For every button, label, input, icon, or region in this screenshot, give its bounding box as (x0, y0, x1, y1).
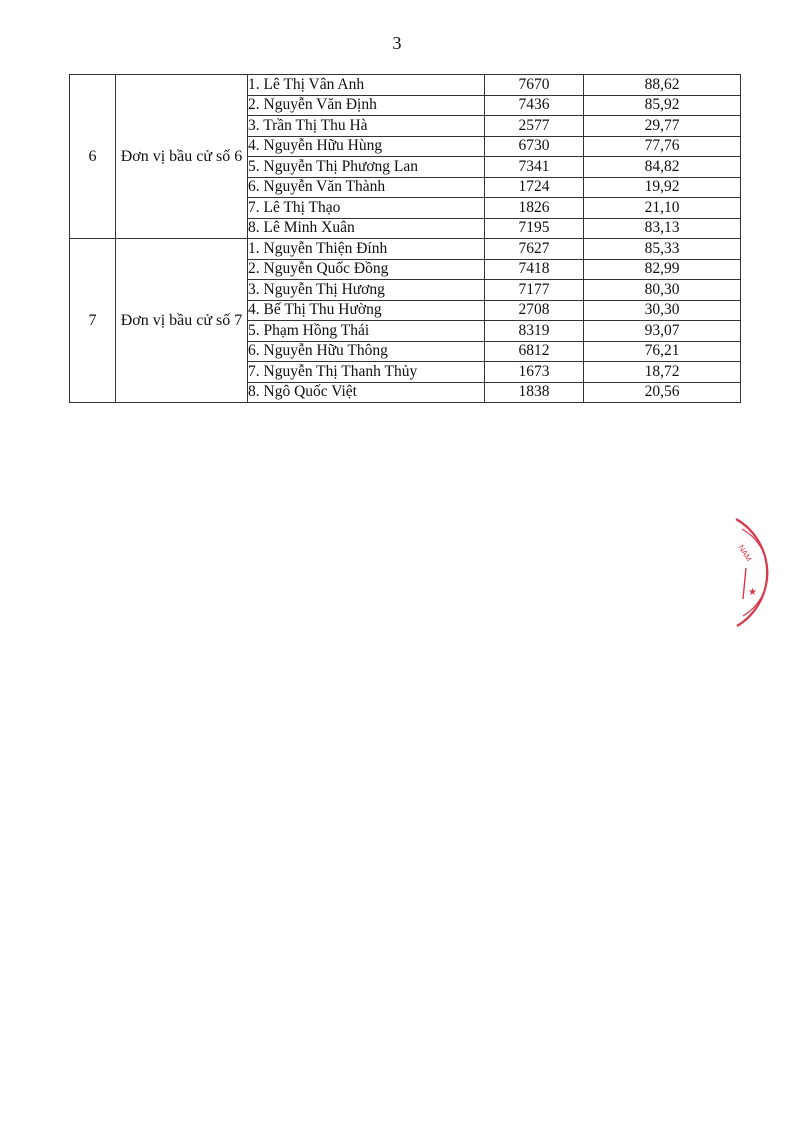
vote-percentage: 20,56 (584, 382, 741, 403)
vote-count: 7670 (485, 75, 584, 96)
vote-count: 6812 (485, 341, 584, 362)
group-number: 7 (70, 239, 116, 403)
vote-percentage: 93,07 (584, 321, 741, 342)
table-row (70, 239, 741, 260)
star-icon: ★ (748, 587, 757, 598)
vote-percentage: 85,33 (584, 239, 741, 260)
candidate-name: 2. Nguyễn Văn Định (248, 95, 485, 116)
vote-count: 1724 (485, 177, 584, 198)
vote-count: 6730 (485, 136, 584, 157)
candidate-name: 7. Lê Thị Thạo (248, 198, 485, 219)
vote-count: 7627 (485, 239, 584, 260)
official-seal (732, 515, 794, 630)
vote-percentage: 84,82 (584, 157, 741, 178)
vote-count: 2577 (485, 116, 584, 137)
vote-percentage: 29,77 (584, 116, 741, 137)
vote-percentage: 19,92 (584, 177, 741, 198)
vote-percentage: 83,13 (584, 218, 741, 239)
vote-count: 7177 (485, 280, 584, 301)
candidate-name: 8. Ngô Quốc Việt (248, 382, 485, 403)
vote-count: 8319 (485, 321, 584, 342)
vote-count: 2708 (485, 300, 584, 321)
electoral-unit: Đơn vị bầu cử số 7 (116, 239, 248, 403)
vote-percentage: 18,72 (584, 362, 741, 383)
seal-lettering: NAM (736, 543, 754, 564)
vote-count: 7418 (485, 259, 584, 280)
candidate-name: 3. Nguyễn Thị Hương (248, 280, 485, 301)
vote-percentage: 80,30 (584, 280, 741, 301)
candidate-name: 2. Nguyễn Quốc Đồng (248, 259, 485, 280)
vote-percentage: 21,10 (584, 198, 741, 219)
election-results-table (69, 74, 741, 403)
vote-percentage: 85,92 (584, 95, 741, 116)
candidate-name: 7. Nguyễn Thị Thanh Thủy (248, 362, 485, 383)
vote-count: 7195 (485, 218, 584, 239)
vote-count: 1838 (485, 382, 584, 403)
candidate-name: 6. Nguyễn Hữu Thông (248, 341, 485, 362)
results-body (70, 75, 741, 403)
vote-percentage: 82,99 (584, 259, 741, 280)
candidate-name: 1. Nguyễn Thiện Đính (248, 239, 485, 260)
candidate-name: 3. Trần Thị Thu Hà (248, 116, 485, 137)
candidate-name: 1. Lê Thị Vân Anh (248, 75, 485, 96)
candidate-name: 6. Nguyễn Văn Thành (248, 177, 485, 198)
vote-count: 7341 (485, 157, 584, 178)
electoral-unit: Đơn vị bầu cử số 6 (116, 75, 248, 239)
vote-count: 1673 (485, 362, 584, 383)
candidate-name: 4. Bế Thị Thu Hường (248, 300, 485, 321)
table-row (70, 75, 741, 96)
vote-percentage: 77,76 (584, 136, 741, 157)
seal-mark (743, 568, 746, 599)
candidate-name: 5. Nguyễn Thị Phương Lan (248, 157, 485, 178)
candidate-name: 8. Lê Minh Xuân (248, 218, 485, 239)
vote-count: 1826 (485, 198, 584, 219)
vote-count: 7436 (485, 95, 584, 116)
candidate-name: 4. Nguyễn Hữu Hùng (248, 136, 485, 157)
vote-percentage: 30,30 (584, 300, 741, 321)
group-number: 6 (70, 75, 116, 239)
page-number: 3 (392, 33, 402, 53)
vote-percentage: 76,21 (584, 341, 741, 362)
candidate-name: 5. Phạm Hồng Thái (248, 321, 485, 342)
vote-percentage: 88,62 (584, 75, 741, 96)
